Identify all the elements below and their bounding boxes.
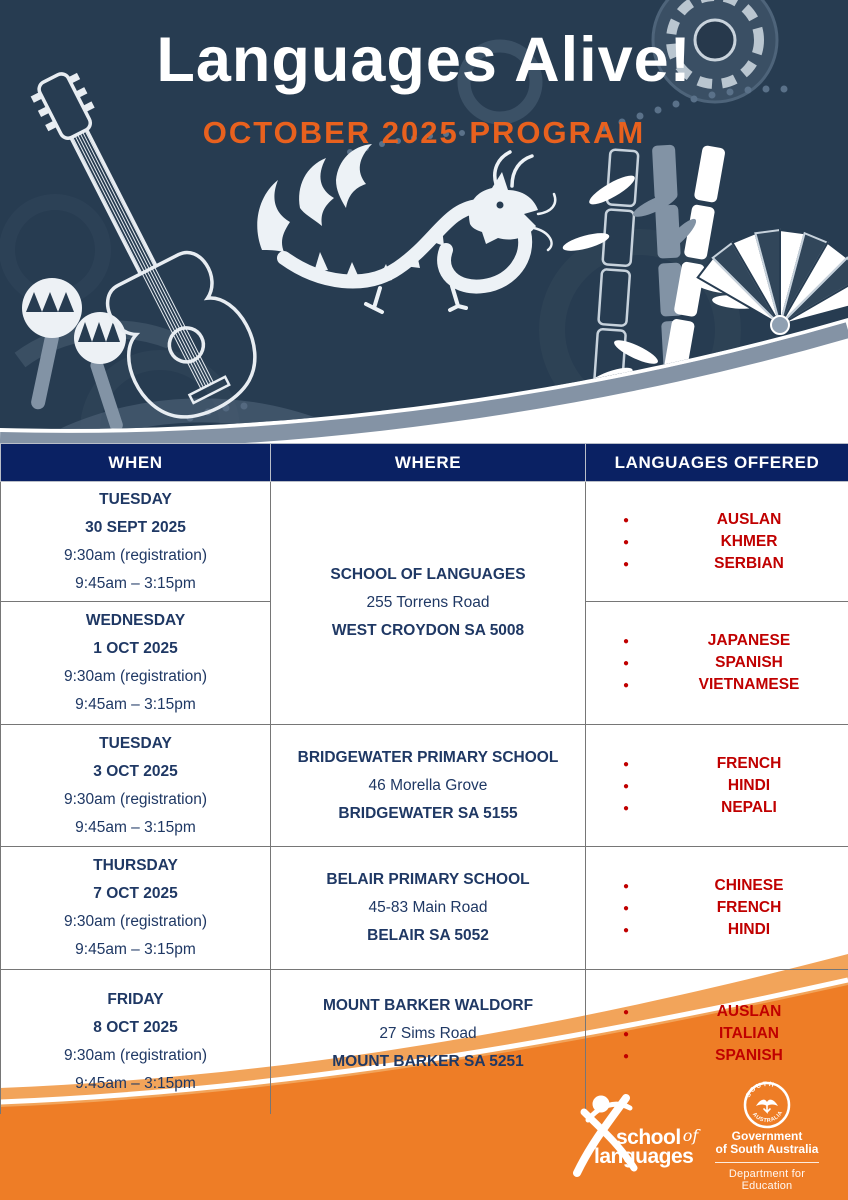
languages-word: languages bbox=[594, 1145, 694, 1168]
when-cell bbox=[1, 847, 271, 970]
emblem-text-bottom: AUSTRALIA bbox=[750, 1109, 785, 1125]
session-time: 9:45am – 3:15pm bbox=[75, 1074, 196, 1092]
session-time: 9:30am (registration) bbox=[63, 668, 207, 685]
session-day: TUESDAY bbox=[99, 490, 172, 508]
language-item: ● AUSLAN bbox=[623, 509, 848, 531]
language-item: ● NEPALI bbox=[623, 797, 848, 819]
session-date: 8 OCT 2025 bbox=[93, 1018, 178, 1036]
language-item: ● SPANISH bbox=[623, 1045, 848, 1067]
session-day: WEDNESDAY bbox=[85, 612, 186, 629]
language-item: ● SPANISH bbox=[623, 652, 848, 674]
session-date: 1 OCT 2025 bbox=[93, 640, 178, 657]
languages-cell bbox=[586, 847, 848, 970]
venue-city: MOUNT BARKER SA 5251 bbox=[332, 1052, 524, 1070]
when-cell bbox=[1, 602, 271, 725]
piping-shrike-icon bbox=[756, 1100, 778, 1112]
session-time: 9:30am (registration) bbox=[63, 1046, 207, 1064]
where-cell bbox=[271, 482, 586, 725]
table-header-row bbox=[1, 444, 848, 482]
when-cell bbox=[1, 725, 271, 847]
language-item: ● AUSLAN bbox=[623, 1001, 848, 1023]
when-cell bbox=[1, 482, 271, 602]
page-subtitle: OCTOBER 2025 PROGRAM bbox=[202, 115, 646, 150]
gov-divider bbox=[715, 1162, 819, 1163]
gov-line3: Department for Education bbox=[728, 1168, 806, 1192]
language-item: ● KHMER bbox=[623, 531, 848, 553]
sa-emblem-icon bbox=[742, 1080, 792, 1130]
venue-name: BELAIR PRIMARY SCHOOL bbox=[326, 871, 530, 888]
government-sa-logo bbox=[713, 1080, 821, 1192]
school-of-languages-logo bbox=[568, 1080, 728, 1185]
page-title: Languages Alive! bbox=[156, 25, 692, 95]
languages-cell bbox=[586, 602, 848, 725]
where-cell bbox=[271, 970, 586, 1114]
venue-street: 27 Sims Road bbox=[379, 1024, 477, 1042]
emblem-text-top: SOUTH bbox=[744, 1080, 776, 1099]
of-word: of bbox=[682, 1126, 699, 1145]
col-header-when: WHEN bbox=[1, 444, 271, 482]
session-time: 9:45am – 3:15pm bbox=[75, 574, 196, 592]
col-header-languages: LANGUAGES OFFERED bbox=[586, 444, 848, 482]
school-of-languages-wordmark bbox=[594, 1126, 728, 1168]
gov-line1: Government bbox=[731, 1129, 803, 1143]
venue-city: WEST CROYDON SA 5008 bbox=[331, 622, 525, 639]
session-time: 9:45am – 3:15pm bbox=[75, 941, 196, 958]
session-date: 7 OCT 2025 bbox=[93, 885, 178, 902]
table-row bbox=[1, 482, 848, 602]
language-item: ● FRENCH bbox=[623, 897, 848, 919]
language-list bbox=[586, 630, 848, 696]
session-day: THURSDAY bbox=[93, 857, 178, 874]
where-cell bbox=[271, 725, 586, 847]
where-cell bbox=[271, 847, 586, 970]
venue-street: 255 Torrens Road bbox=[366, 594, 490, 611]
language-item: ● SERBIAN bbox=[623, 553, 848, 575]
language-list bbox=[586, 753, 848, 819]
language-item: ● FRENCH bbox=[623, 753, 848, 775]
venue-name: MOUNT BARKER WALDORF bbox=[322, 996, 534, 1014]
session-date: 30 SEPT 2025 bbox=[85, 518, 186, 536]
table-row bbox=[1, 725, 848, 847]
languages-cell bbox=[586, 725, 848, 847]
session-day: FRIDAY bbox=[107, 990, 164, 1008]
program-table bbox=[0, 443, 848, 1114]
session-day: TUESDAY bbox=[99, 734, 172, 752]
school-word: school bbox=[616, 1126, 681, 1149]
venue-city: BELAIR SA 5052 bbox=[367, 927, 489, 944]
session-time: 9:30am (registration) bbox=[63, 546, 207, 564]
session-time: 9:45am – 3:15pm bbox=[75, 696, 196, 713]
languages-cell bbox=[586, 482, 848, 602]
language-item: ● ITALIAN bbox=[623, 1023, 848, 1045]
session-time: 9:45am – 3:15pm bbox=[75, 818, 196, 836]
session-time: 9:30am (registration) bbox=[63, 790, 207, 808]
table-row bbox=[1, 847, 848, 970]
language-list bbox=[586, 509, 848, 575]
session-date: 3 OCT 2025 bbox=[93, 762, 178, 780]
language-item: ● VIETNAMESE bbox=[623, 674, 848, 696]
venue-street: 46 Morella Grove bbox=[368, 776, 488, 794]
language-list bbox=[586, 1001, 848, 1067]
col-header-where: WHERE bbox=[271, 444, 586, 482]
language-item: ● JAPANESE bbox=[623, 630, 848, 652]
language-item: ● HINDI bbox=[623, 919, 848, 941]
venue-name: SCHOOL OF LANGUAGES bbox=[330, 566, 526, 583]
venue-street: 45-83 Main Road bbox=[368, 899, 488, 916]
when-cell bbox=[1, 970, 271, 1114]
language-list bbox=[586, 875, 848, 941]
venue-name: BRIDGEWATER PRIMARY SCHOOL bbox=[297, 748, 559, 766]
session-time: 9:30am (registration) bbox=[63, 913, 207, 930]
gov-line2: of South Australia bbox=[715, 1142, 819, 1156]
language-item: ● CHINESE bbox=[623, 875, 848, 897]
venue-city: BRIDGEWATER SA 5155 bbox=[338, 804, 518, 822]
language-item: ● HINDI bbox=[623, 775, 848, 797]
